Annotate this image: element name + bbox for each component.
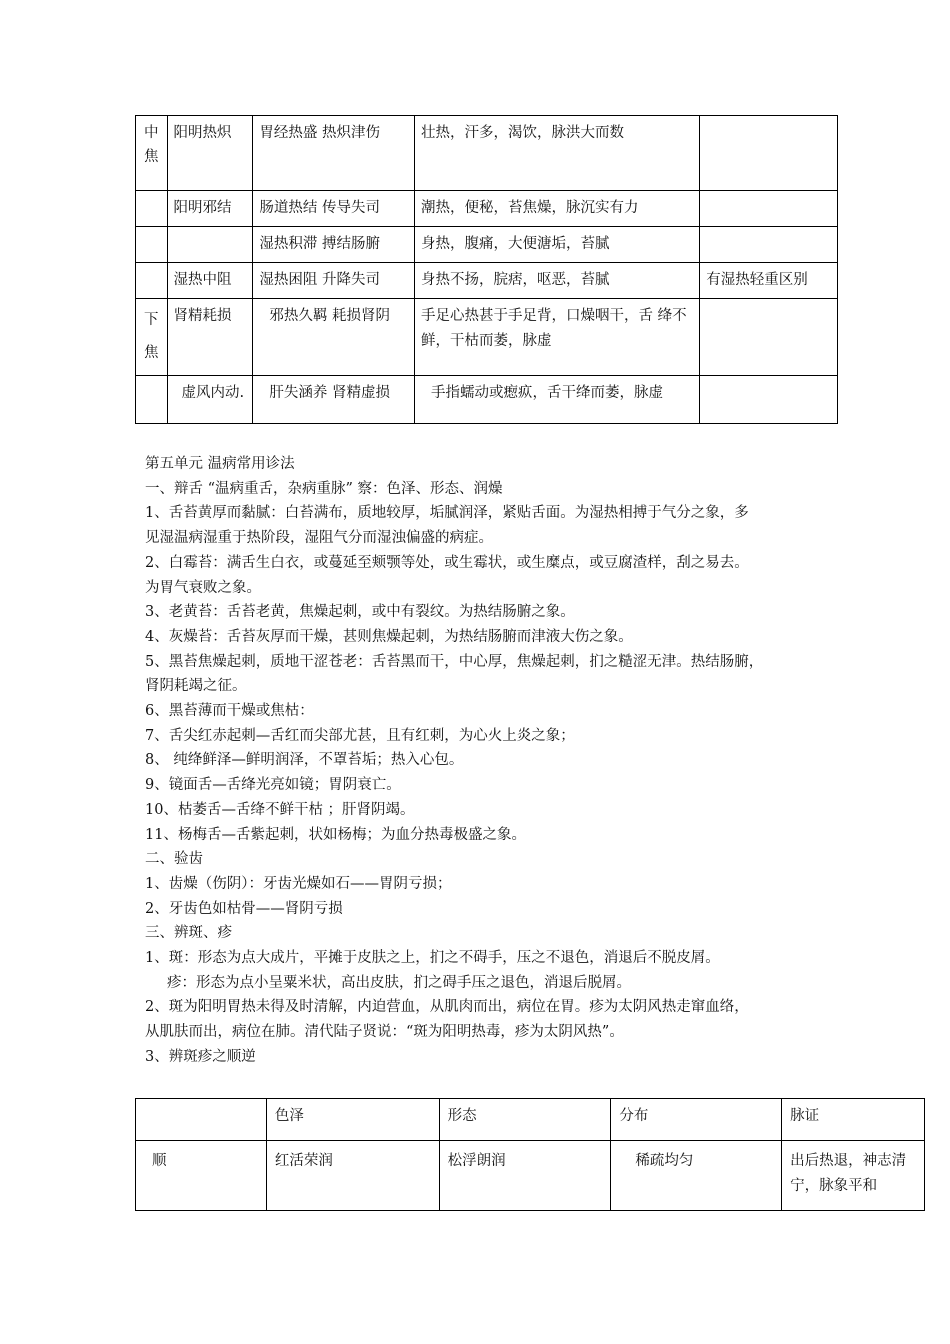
- column-header: 色泽: [266, 1099, 439, 1141]
- note-cell: [700, 227, 838, 263]
- table-row: [136, 1141, 925, 1211]
- note-cell: [700, 376, 838, 424]
- text-line: 6、黑苔薄而干燥或焦枯：: [145, 703, 314, 720]
- syndrome-type-cell: 虚风内动.: [167, 376, 253, 424]
- symptoms-cell: 身热不扬，脘痞，呕恶，苔腻: [414, 263, 699, 299]
- note-cell: [700, 191, 838, 227]
- text-line: 三、辨斑、疹: [145, 925, 232, 942]
- jiao-cell: 中焦: [136, 116, 168, 191]
- text-line: 从肌肤而出，病位在肺。清代陆子贤说：“斑为阳明热毒，疹为太阴风热”。: [145, 1024, 624, 1041]
- table-row: [136, 263, 838, 299]
- table-row: [136, 299, 838, 376]
- jiao-cell: 下焦: [136, 299, 168, 376]
- mechanism-cell: 肠道热结 传导失司: [253, 191, 415, 227]
- mechanism-cell: 湿热积滞 搏结肠腑: [253, 227, 415, 263]
- text-line: 4、灰燥苔：舌苔灰厚而干燥，甚则焦燥起刺，为热结肠腑而津液大伤之象。: [145, 628, 633, 645]
- jiao-cell: [136, 227, 168, 263]
- text-line: 疹：形态为点小呈粟米状，高出皮肤，扪之碍手压之退色，消退后脱屑。: [167, 974, 631, 991]
- text-line: 5、黑苔焦燥起刺，质地干涩苍老：舌苔黑而干，中心厚，焦燥起刺，扪之糙涩无津。热结肠腑，: [145, 653, 764, 670]
- symptoms-cell: 手足心热甚于手足背，口燥咽干，舌 绛不鲜，干枯而萎，脉虚: [414, 299, 699, 376]
- diagnosis-section: [145, 452, 810, 1070]
- column-header: 形态: [439, 1099, 611, 1141]
- column-header: 分布: [611, 1099, 782, 1141]
- mechanism-cell: 胃经热盛 热炽津伤: [253, 116, 415, 191]
- text-line: 9、镜面舌—舌绛光亮如镜；胃阴衰亡。: [145, 777, 401, 794]
- table-cell: 松浮朗润: [439, 1141, 611, 1211]
- syndrome-type-cell: 湿热中阻: [167, 263, 253, 299]
- syndrome-type-cell: 阳明热炽: [167, 116, 253, 191]
- text-line: 10、枯萎舌—舌绛不鲜干枯 ；肝肾阴竭。: [145, 801, 415, 818]
- table-row: [136, 376, 838, 424]
- text-line: 肾阴耗竭之征。: [145, 678, 247, 695]
- text-line: 2、牙齿色如枯骨——肾阴亏损: [145, 900, 343, 917]
- text-line: 2、白霉苔：满舌生白衣，或蔓延至颊颚等处，或生霉状，或生糜点，或豆腐渣样，刮之易去。: [145, 554, 749, 571]
- syndrome-type-cell: [167, 227, 253, 263]
- symptoms-cell: 身热，腹痛，大便溏垢，苔腻: [414, 227, 699, 263]
- text-line: 3、辨斑疹之顺逆: [145, 1048, 256, 1065]
- text-line: 11、杨梅舌—舌紫起刺，状如杨梅；为血分热毒极盛之象。: [145, 826, 526, 843]
- jiao-cell: [136, 191, 168, 227]
- symptoms-cell: 手指蠕动或瘛疭，舌干绛而萎，脉虚: [414, 376, 699, 424]
- syndrome-type-cell: 阳明邪结: [167, 191, 253, 227]
- mechanism-cell: 邪热久羁 耗损肾阴: [253, 299, 415, 376]
- symptoms-cell: 潮热，便秘，苔焦燥，脉沉实有力: [414, 191, 699, 227]
- mechanism-cell: 肝失涵养 肾精虚损: [253, 376, 415, 424]
- table-cell: 顺: [136, 1141, 267, 1211]
- text-line: 二、验齿: [145, 851, 203, 868]
- text-line: 3、老黄苔：舌苔老黄，焦燥起刺，或中有裂纹。为热结肠腑之象。: [145, 604, 575, 621]
- text-line: 7、舌尖红赤起刺—舌红而尖部尤甚，且有红刺，为心火上炎之象；: [145, 727, 575, 744]
- text-line: 8、 纯绛鲜泽—鲜明润泽，不罩苔垢；热入心包。: [145, 752, 464, 769]
- syndrome-table: [135, 115, 838, 424]
- syndrome-type-cell: 肾精耗损: [167, 299, 253, 376]
- table-cell: 出后热退，神志清宁，脉象平和: [782, 1141, 925, 1211]
- section-heading: 第五单元 温病常用诊法: [145, 456, 295, 472]
- text-line: 1、斑：形态为点大成片，平摊于皮肤之上，扪之不碍手，压之不退色，消退后不脱皮屑。: [145, 950, 720, 967]
- table-row: [136, 227, 838, 263]
- table-row: [136, 116, 838, 191]
- table-row: [136, 191, 838, 227]
- note-cell: [700, 116, 838, 191]
- column-header: [136, 1099, 267, 1141]
- jiao-cell: [136, 263, 168, 299]
- symptoms-cell: 壮热，汗多，渴饮，脉洪大而数: [414, 116, 699, 191]
- table-cell: 稀疏均匀: [611, 1141, 782, 1211]
- text-line: 一、辩舌 “温病重舌，杂病重脉” 察：色泽、形态、润燥: [145, 480, 503, 497]
- rash-prognosis-table: [135, 1098, 925, 1211]
- text-line: 见湿温病湿重于热阶段，湿阻气分而湿浊偏盛的病症。: [145, 530, 493, 547]
- text-line: 为胃气衰败之象。: [145, 579, 261, 596]
- jiao-cell: [136, 376, 168, 424]
- table-cell: 红活荣润: [266, 1141, 439, 1211]
- text-line: 2、斑为阳明胃热未得及时清解，内迫营血，从肌肉而出，病位在胃。疹为太阴风热走窜血络，: [145, 999, 749, 1016]
- note-cell: 有湿热轻重区别: [700, 263, 838, 299]
- column-header: 脉证: [782, 1099, 925, 1141]
- mechanism-cell: 湿热困阻 升降失司: [253, 263, 415, 299]
- note-cell: [700, 299, 838, 376]
- text-line: 1、齿燥（伤阴）：牙齿光燥如石——胃阴亏损；: [145, 875, 452, 892]
- text-line: 1、舌苔黄厚而黏腻：白苔满布，质地较厚，垢腻润泽，紧贴舌面。为湿热相搏于气分之象，多: [145, 505, 749, 522]
